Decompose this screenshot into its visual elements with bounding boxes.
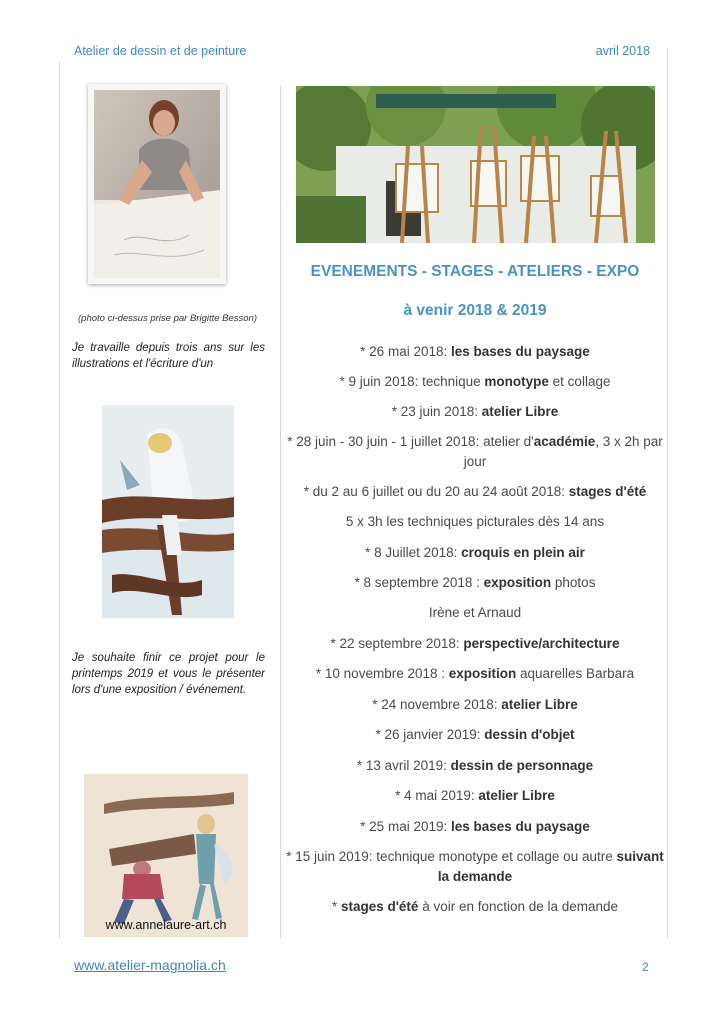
event-item: * 8 septembre 2018 : exposition photos: [354, 575, 596, 590]
kid-image-url: www.annelaure-art.ch: [105, 918, 227, 932]
event-item: * 13 avril 2019: dessin de personnage: [356, 758, 594, 773]
project-paragraph: Je souhaite finir ce projet pour le printemps 2019 et vous le présenter lors d'une exposition / événement.: [72, 652, 265, 696]
event-item: * 8 Juillet 2018: croquis en plein air: [365, 545, 585, 560]
event-item: * 4 mai 2019: atelier Libre: [395, 788, 555, 803]
right-divider: [667, 48, 668, 938]
atelier-garden-photo: [296, 86, 655, 243]
event-item: * du 2 au 6 juillet ou du 20 au 24 août 2018: stages d'été: [303, 484, 647, 499]
header-title: Atelier de dessin et de peinture: [74, 44, 247, 58]
event-item: * 28 juin - 30 juin - 1 juillet 2018: atelier d'académie, 3 x 2h par jour: [287, 434, 663, 469]
artist-photo: [88, 84, 226, 284]
event-item: * 15 juin 2019: technique monotype et collage ou autre suivant la demande: [286, 849, 664, 884]
event-item: * 26 mai 2018: les bases du paysage: [360, 344, 590, 359]
children-illustration: [84, 774, 248, 937]
events-title: EVENEMENTS - STAGES - ATELIERS - EXPO: [310, 263, 640, 280]
intro-paragraph: Je travaille depuis trois ans sur les illustrations et l'écriture d'un: [72, 342, 265, 370]
events-subtitle: à venir 2018 & 2019: [403, 302, 547, 319]
footer-website-link[interactable]: www.atelier-magnolia.ch: [74, 957, 226, 973]
header-date: avril 2018: [595, 44, 650, 58]
event-item: * stages d'été à voir en fonction de la demande: [331, 899, 619, 914]
event-item: 5 x 3h les techniques picturales dès 14 ans: [345, 514, 605, 529]
event-item: Irène et Arnaud: [428, 605, 522, 620]
left-divider: [59, 62, 60, 938]
photo-caption: (photo ci-dessus prise par Brigitte Besson): [78, 313, 257, 324]
event-item: * 26 janvier 2019: dessin d'objet: [375, 727, 575, 742]
event-item: * 22 septembre 2018: perspective/architecture: [330, 636, 620, 651]
event-item: * 10 novembre 2018 : exposition aquarelles Barbara: [315, 666, 635, 681]
event-item: * 23 juin 2018: atelier Libre: [391, 404, 559, 419]
fairy-illustration: [102, 405, 234, 618]
page-number: 2: [642, 960, 649, 974]
column-divider: [280, 86, 281, 938]
event-item: * 25 mai 2019: les bases du paysage: [360, 819, 590, 834]
event-item: * 24 novembre 2018: atelier Libre: [372, 697, 578, 712]
event-item: * 9 juin 2018: technique monotype et collage: [339, 374, 611, 389]
